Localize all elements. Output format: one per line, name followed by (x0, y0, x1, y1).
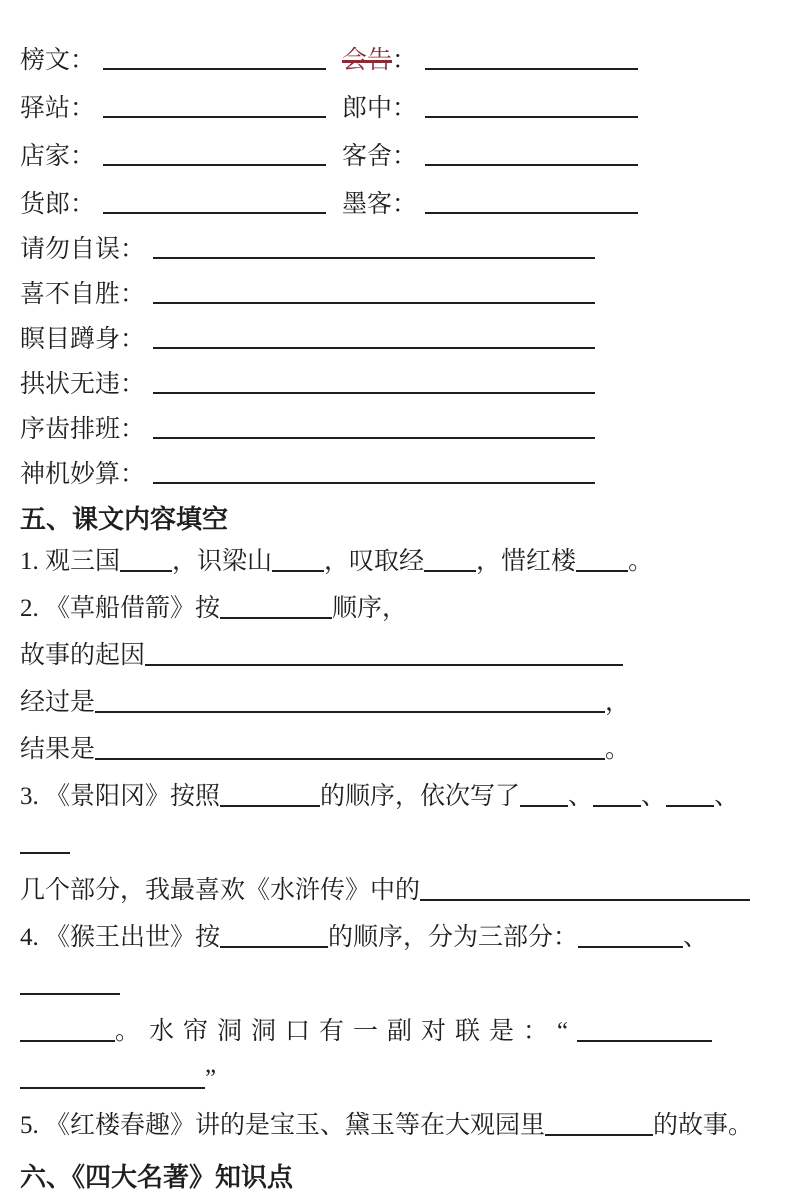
colon: ： (120, 416, 146, 443)
vocab-row (342, 78, 640, 126)
item-text: 的顺序，依次写了 (320, 783, 521, 810)
blank-line (95, 740, 605, 760)
vocab-row (20, 126, 342, 174)
item-text: ，惜红楼 (476, 548, 577, 575)
idiom-term (20, 282, 145, 307)
idiom-term-text: 喜不自胜 (20, 281, 121, 308)
vocab-fill-section (20, 30, 783, 222)
item-text: 故事的起因 (20, 642, 146, 669)
blank-line (103, 212, 326, 214)
vocab-row (20, 78, 342, 126)
colon: ： (70, 47, 96, 74)
blank-line (20, 1022, 115, 1042)
blank-line (425, 68, 638, 70)
item-text: 的顺序，分为三部分： (328, 924, 579, 951)
colon: ： (392, 47, 418, 74)
item-text: 4. 《猴王出世》按 (20, 924, 221, 951)
blank-line (425, 116, 638, 118)
blank-line (20, 975, 120, 995)
blank-line (220, 787, 320, 807)
idiom-term (20, 237, 145, 262)
blank-line (153, 257, 595, 259)
vocab-term-text: 榜文 (20, 47, 71, 74)
idiom-term (20, 327, 145, 352)
fill-item-2 (20, 585, 783, 773)
colon: ： (392, 191, 418, 218)
blank-line (425, 164, 638, 166)
vocab-term (342, 96, 417, 121)
blank-line (95, 693, 605, 713)
item-text: 顺序， (332, 595, 408, 622)
blank-line (545, 1116, 653, 1136)
vocab-row (20, 30, 342, 78)
item-text: ， (605, 689, 631, 716)
vocab-term (20, 192, 95, 217)
idiom-row (20, 402, 597, 447)
idiom-term-text: 拱状无违 (20, 371, 121, 398)
blank-line (153, 482, 595, 484)
vocab-term (20, 48, 95, 73)
item-text: 、 (641, 783, 667, 810)
colon: ： (120, 326, 146, 353)
blank-line (153, 392, 595, 394)
blank-line (420, 881, 750, 901)
idiom-row (20, 447, 597, 492)
vocab-term (342, 144, 417, 169)
fill-item-1 (20, 538, 783, 585)
idiom-row (20, 357, 597, 402)
blank-line (425, 212, 638, 214)
idiom-term-text: 序齿排班 (20, 416, 121, 443)
blank-line (593, 787, 641, 807)
colon: ： (120, 236, 146, 263)
vocab-row (342, 30, 640, 78)
item-text: 5. 《红楼春趣》讲的是宝玉、黛玉等在大观园里 (20, 1112, 546, 1139)
vocab-row (342, 126, 640, 174)
vocab-term-text: 郎中 (342, 95, 393, 122)
blank-line (220, 928, 328, 948)
vocab-term-text: 驿站 (20, 95, 71, 122)
item-text: 。水帘洞洞口有一副对联是：“ (115, 1018, 578, 1045)
item-text: 1. 观三国 (20, 548, 121, 575)
blank-line (103, 164, 326, 166)
vocab-row (20, 174, 342, 222)
section-six-heading: 六、《四大名著》知识点 (20, 1161, 294, 1192)
blank-line (153, 437, 595, 439)
idiom-term-text: 请勿自误 (20, 236, 121, 263)
struck-term: 会告 (342, 47, 393, 74)
item-text: 、 (683, 924, 709, 951)
blank-line (220, 599, 332, 619)
idiom-row (20, 312, 597, 357)
blank-line (576, 552, 628, 572)
idiom-row (20, 222, 597, 267)
item-text: 、 (568, 783, 594, 810)
item-text: ，叹取经 (324, 548, 425, 575)
item-text: 2. 《草船借箭》按 (20, 595, 221, 622)
vocab-term (20, 96, 95, 121)
blank-line (20, 834, 70, 854)
blank-line (20, 1069, 205, 1089)
item-text: 的故事。 (653, 1112, 754, 1139)
colon: ： (120, 461, 146, 488)
vocab-term-text: 货郎 (20, 191, 71, 218)
vocab-term-text: 客舍 (342, 143, 393, 170)
vocab-term-text: 墨客 (342, 191, 393, 218)
vocab-row (342, 174, 640, 222)
item-text: 。 (605, 736, 631, 763)
blank-line (578, 928, 683, 948)
blank-line (103, 116, 326, 118)
idiom-term (20, 462, 145, 487)
blank-line (103, 68, 326, 70)
blank-line (145, 646, 623, 666)
item-text: 3. 《景阳冈》按照 (20, 783, 221, 810)
blank-line (577, 1022, 712, 1042)
blank-line (272, 552, 324, 572)
vocab-term (342, 48, 417, 73)
item-text: 。 (628, 548, 654, 575)
vocab-term-text: 店家 (20, 143, 71, 170)
item-text: 、 (714, 783, 740, 810)
idiom-term (20, 372, 145, 397)
blank-line (520, 787, 568, 807)
idiom-term (20, 417, 145, 442)
idiom-term-text: 神机妙算 (20, 461, 121, 488)
item-text: ” (205, 1065, 217, 1092)
idiom-row (20, 267, 597, 312)
vocab-term (20, 144, 95, 169)
colon: ： (120, 371, 146, 398)
blank-line (153, 302, 595, 304)
item-text: 经过是 (20, 689, 96, 716)
fill-item-4 (20, 914, 783, 1102)
blank-line (666, 787, 714, 807)
item-text: 结果是 (20, 736, 96, 763)
vocab-term (342, 192, 417, 217)
section-five-heading: 五、课文内容填空 (20, 503, 229, 534)
blank-line (424, 552, 476, 572)
colon: ： (70, 143, 96, 170)
blank-line (153, 347, 595, 349)
fill-item-5 (20, 1102, 783, 1149)
colon: ： (392, 95, 418, 122)
colon: ： (70, 191, 96, 218)
item-text: ，识梁山 (172, 548, 273, 575)
blank-line (120, 552, 172, 572)
colon: ： (120, 281, 146, 308)
idiom-term-text: 瞑目蹲身 (20, 326, 121, 353)
item-text: 几个部分，我最喜欢《水浒传》中的 (20, 877, 421, 904)
fill-item-3 (20, 773, 783, 914)
idiom-fill-section (20, 222, 783, 492)
colon: ： (70, 95, 96, 122)
colon: ： (392, 143, 418, 170)
